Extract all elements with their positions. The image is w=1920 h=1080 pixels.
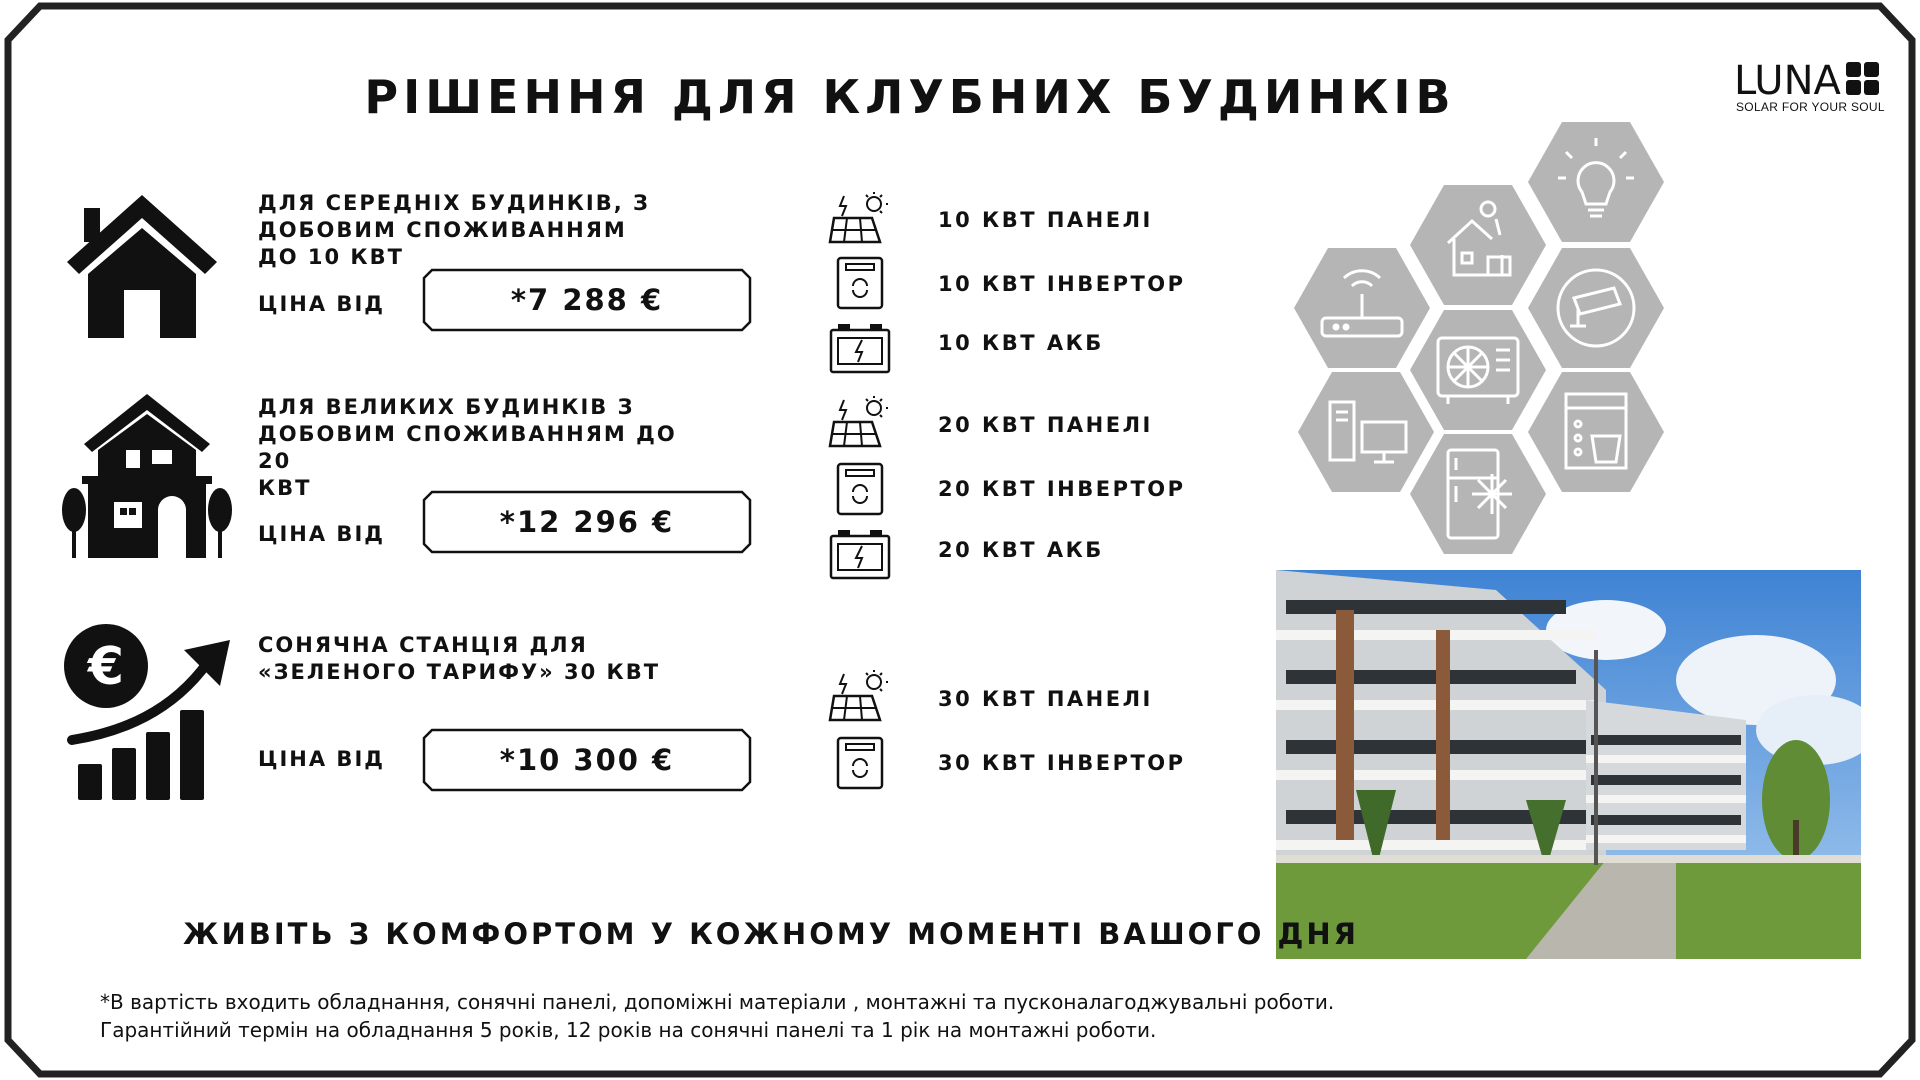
smart-home-icon xyxy=(1410,185,1546,305)
logo-tagline: SOLAR FOR YOUR SOUL xyxy=(1736,100,1885,114)
solar-panel-icon xyxy=(828,192,892,250)
appliance-hex-cluster xyxy=(1290,120,1690,560)
tier-3-spec-2: 30 КВТ ІНВЕРТОР xyxy=(938,751,1186,775)
tier-1-spec-3: 10 КВТ АКБ xyxy=(938,331,1104,355)
footnote: *В вартість входить обладнання, сонячні панелі, допоміжні матеріали , монтажні та пусконалагоджувальні роботи. Гарантійний термін на обладнання 5 років, 12 років на сонячні панелі та 1 рік на монтажні роботи. xyxy=(100,990,1335,1042)
tier-1-description: ДЛЯ СЕРЕДНІХ БУДИНКІВ, З ДОБОВИМ СПОЖИВАННЯМ ДО 10 КВТ xyxy=(258,191,650,269)
tier-3-price-label: ЦІНА ВІД xyxy=(258,747,385,771)
tagline: ЖИВІТЬ З КОМФОРТОМ У КОЖНОМУ МОМЕНТІ ВАШОГО ДНЯ xyxy=(183,917,1359,951)
heat-pump-icon xyxy=(1410,310,1546,430)
battery-icon xyxy=(828,528,892,584)
apartment-buildings-photo xyxy=(1276,570,1861,959)
tier-2-price-box xyxy=(422,490,752,554)
computer-icon xyxy=(1298,372,1434,492)
solar-panel-icon xyxy=(828,670,892,728)
refrigerator-icon xyxy=(1410,434,1546,554)
solar-panel-icon xyxy=(828,396,892,454)
tier-3-price: *10 300 € xyxy=(499,743,675,777)
page-title: РІШЕННЯ ДЛЯ КЛУБНИХ БУДИНКІВ xyxy=(364,70,1456,124)
tier-1-price-box xyxy=(422,268,752,332)
tier-1-price: *7 288 € xyxy=(510,283,664,317)
large-house-icon xyxy=(62,392,232,564)
inverter-icon xyxy=(828,256,892,314)
tier-3-price-box xyxy=(422,728,752,792)
euro-growth-icon xyxy=(62,622,234,806)
lightbulb-icon xyxy=(1528,122,1664,242)
tier-1-spec-1: 10 КВТ ПАНЕЛІ xyxy=(938,208,1153,232)
router-icon xyxy=(1294,248,1430,368)
inverter-icon xyxy=(828,736,892,794)
tier-3-spec-1: 30 КВТ ПАНЕЛІ xyxy=(938,687,1153,711)
inverter-icon xyxy=(828,462,892,520)
tier-2-price-label: ЦІНА ВІД xyxy=(258,522,385,546)
tier-2-spec-1: 20 КВТ ПАНЕЛІ xyxy=(938,413,1153,437)
tier-1-spec-2: 10 КВТ ІНВЕРТОР xyxy=(938,272,1186,296)
svg-text:€: € xyxy=(87,637,125,697)
security-camera-icon xyxy=(1528,248,1664,368)
house-icon xyxy=(62,190,222,344)
tier-2-price: *12 296 € xyxy=(499,505,675,539)
luna-logo xyxy=(1734,58,1890,102)
coffee-machine-icon xyxy=(1528,372,1664,492)
tier-2-spec-3: 20 КВТ АКБ xyxy=(938,538,1104,562)
tier-2-description: ДЛЯ ВЕЛИКИХ БУДИНКІВ З ДОБОВИМ СПОЖИВАННЯМ ДО 20 КВТ xyxy=(258,395,677,500)
tier-3-description: СОНЯЧНА СТАНЦІЯ ДЛЯ «ЗЕЛЕНОГО ТАРИФУ» 30 КВТ xyxy=(258,633,661,684)
logo-wordmark: LUNA xyxy=(1734,58,1841,98)
tier-1-price-label: ЦІНА ВІД xyxy=(258,292,385,316)
tier-2-spec-2: 20 КВТ ІНВЕРТОР xyxy=(938,477,1186,501)
battery-icon xyxy=(828,322,892,378)
